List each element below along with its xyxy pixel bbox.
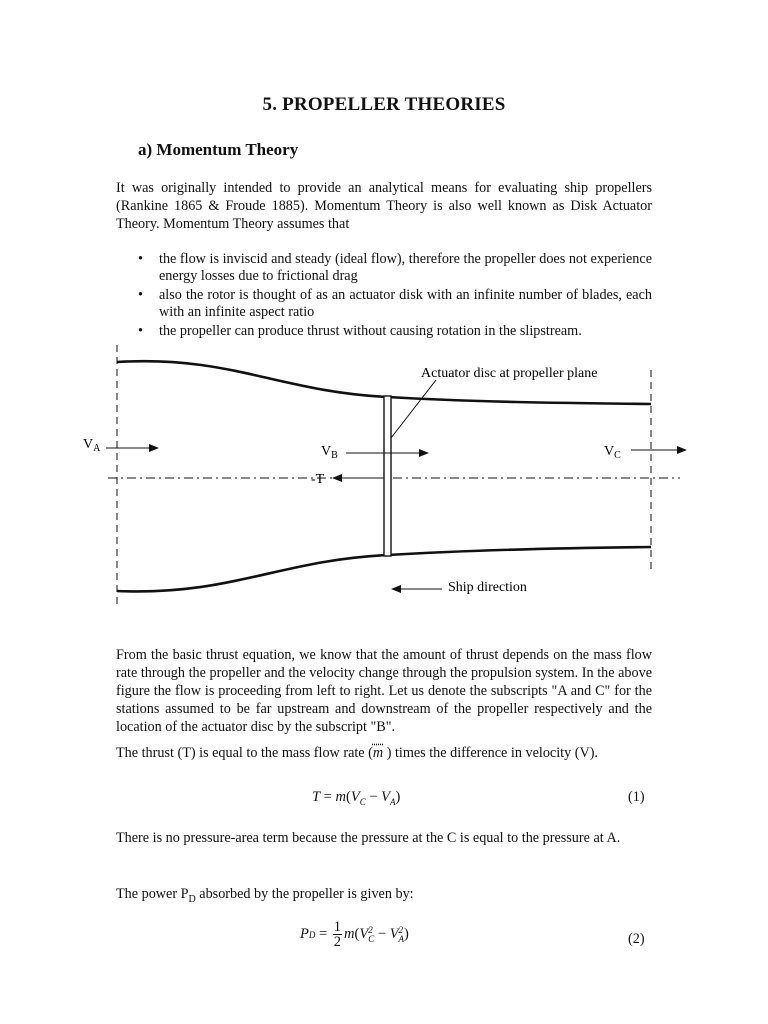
flow-paragraph: From the basic thrust equation, we know that the amount of thrust depends on the mass flow rate through the propeller and the velocity change through the propulsion system. In the above figure the flow is proceeding from left to right. Let us denote the subscripts "A and C" for the stations assumed to be far upstream and downstream of the propeller respectively and the location of the actuator disc by the subscript "B". bbox=[116, 647, 652, 735]
actuator-disc-diagram bbox=[0, 340, 768, 610]
intro-paragraph: It was originally intended to provide an analytical means for evaluating ship propellers (Rankine 1865 & Froude 1885). Momentum Theory is also well known as Disk Actuator Theory. Momentum Theory assumes that bbox=[116, 180, 652, 232]
bullet-icon: • bbox=[138, 251, 143, 267]
thrust-paragraph: The thrust (T) is equal to the mass flow rate (m ) times the difference in velocity (V). bbox=[116, 745, 598, 761]
list-item: • the flow is inviscid and steady (ideal flow), therefore the propeller does not experience energy losses due to frictional drag bbox=[138, 251, 652, 284]
list-item: • also the rotor is thought of as an actuator disk with an infinite number of blades, each with an infinite aspect ratio bbox=[138, 287, 652, 320]
mass-flow-symbol: m bbox=[372, 745, 384, 761]
list-item: • the propeller can produce thrust without causing rotation in the slipstream. bbox=[138, 323, 582, 339]
thrust-label: -T bbox=[311, 472, 325, 487]
vb-label: $V_B$ bbox=[321, 444, 338, 461]
bullet-icon: • bbox=[138, 287, 143, 303]
actuator-label: Actuator disc at propeller plane bbox=[421, 366, 598, 381]
pressure-paragraph: There is no pressure-area term because the pressure at the C is equal to the pressure at A. bbox=[116, 830, 621, 846]
actuator-leader-line bbox=[391, 380, 436, 438]
vc-label: $V_C$ bbox=[604, 444, 621, 461]
fraction-half: $\frac{1}{2}$ bbox=[333, 919, 342, 950]
power-paragraph: The power $P_D$ absorbed by the propeller is given by: bbox=[116, 886, 414, 905]
equation-1-number: (1) bbox=[628, 789, 645, 805]
page-title: 5. PROPELLER THEORIES bbox=[262, 94, 506, 115]
bullet-icon: • bbox=[138, 323, 143, 339]
ship-direction-label: Ship direction bbox=[448, 580, 527, 595]
equation-2: P D = $\frac{1}{2}$ m ( V 2 C − V 2 A ) bbox=[300, 919, 409, 950]
va-label: $V_A$ bbox=[83, 437, 101, 454]
actuator-disc bbox=[384, 396, 391, 556]
equation-1: $T = m(V_C - V_A)$ bbox=[312, 789, 401, 807]
subsection-title: a) Momentum Theory bbox=[138, 140, 299, 159]
equation-2-number: (2) bbox=[628, 931, 645, 947]
assumption-list bbox=[116, 251, 652, 342]
